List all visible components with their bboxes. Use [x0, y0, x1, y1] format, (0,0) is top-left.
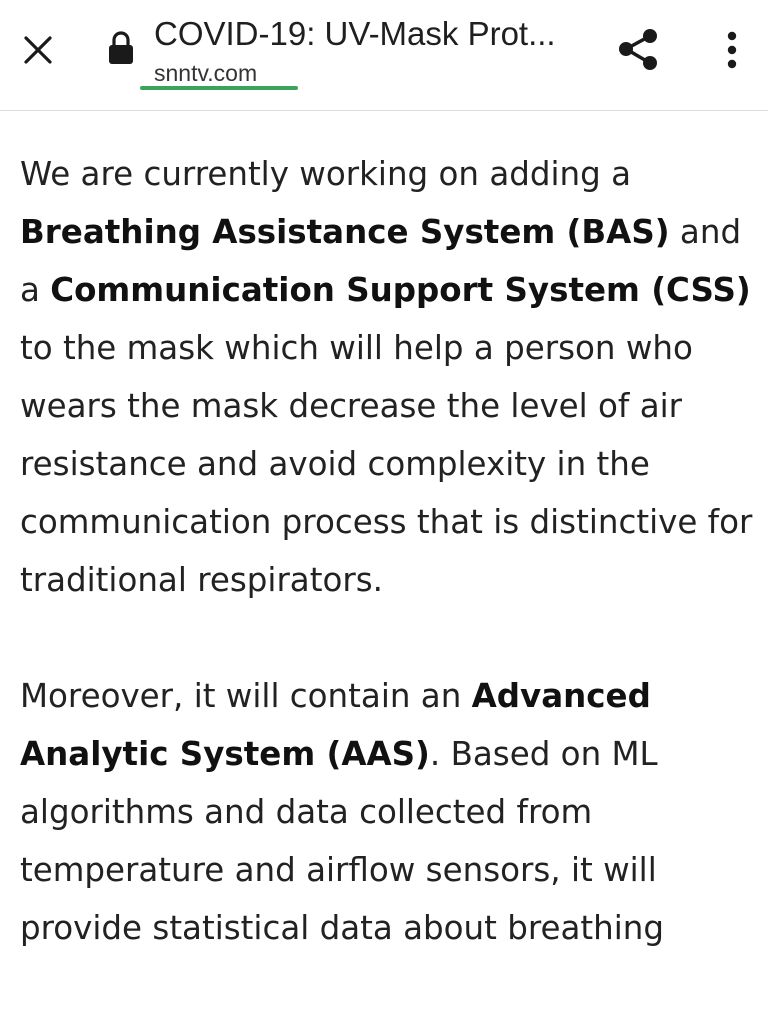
bold-term-css: Communication Support System (CSS) — [50, 271, 751, 309]
article-paragraph — [20, 667, 760, 957]
article-paragraph — [20, 145, 760, 609]
share-button[interactable] — [612, 24, 664, 76]
more-vert-icon — [712, 24, 752, 76]
close-icon — [23, 35, 53, 65]
page-title: COVID-19: UV-Mask Prot... — [154, 15, 556, 52]
close-button[interactable] — [16, 28, 60, 72]
more-options-button[interactable] — [712, 24, 752, 76]
paragraph-text: and a — [20, 213, 742, 309]
paragraph-text: Moreover, it will contain an — [20, 677, 472, 715]
page-url: snntv.com — [154, 60, 258, 86]
article-body — [20, 145, 760, 1015]
share-icon — [612, 24, 664, 76]
page-load-progress-bar — [140, 86, 298, 90]
paragraph-text: to the mask which will help a person who wears the mask decrease the level of air resistance and avoid complexity in the communication process that is distinctive for traditional respirators. — [20, 329, 753, 599]
bold-term-bas: Breathing Assistance System (BAS) — [20, 213, 670, 251]
custom-tab-toolbar — [0, 0, 768, 111]
bold-term-aas: Advanced Analytic System (AAS) — [20, 677, 651, 773]
paragraph-text: . Based on ML algorithms and data collected from temperature and airflow sensors, it will provide statistical data about breathing — [20, 735, 665, 947]
paragraph-text: We are currently working on adding a — [20, 155, 632, 193]
lock-icon — [106, 30, 136, 66]
